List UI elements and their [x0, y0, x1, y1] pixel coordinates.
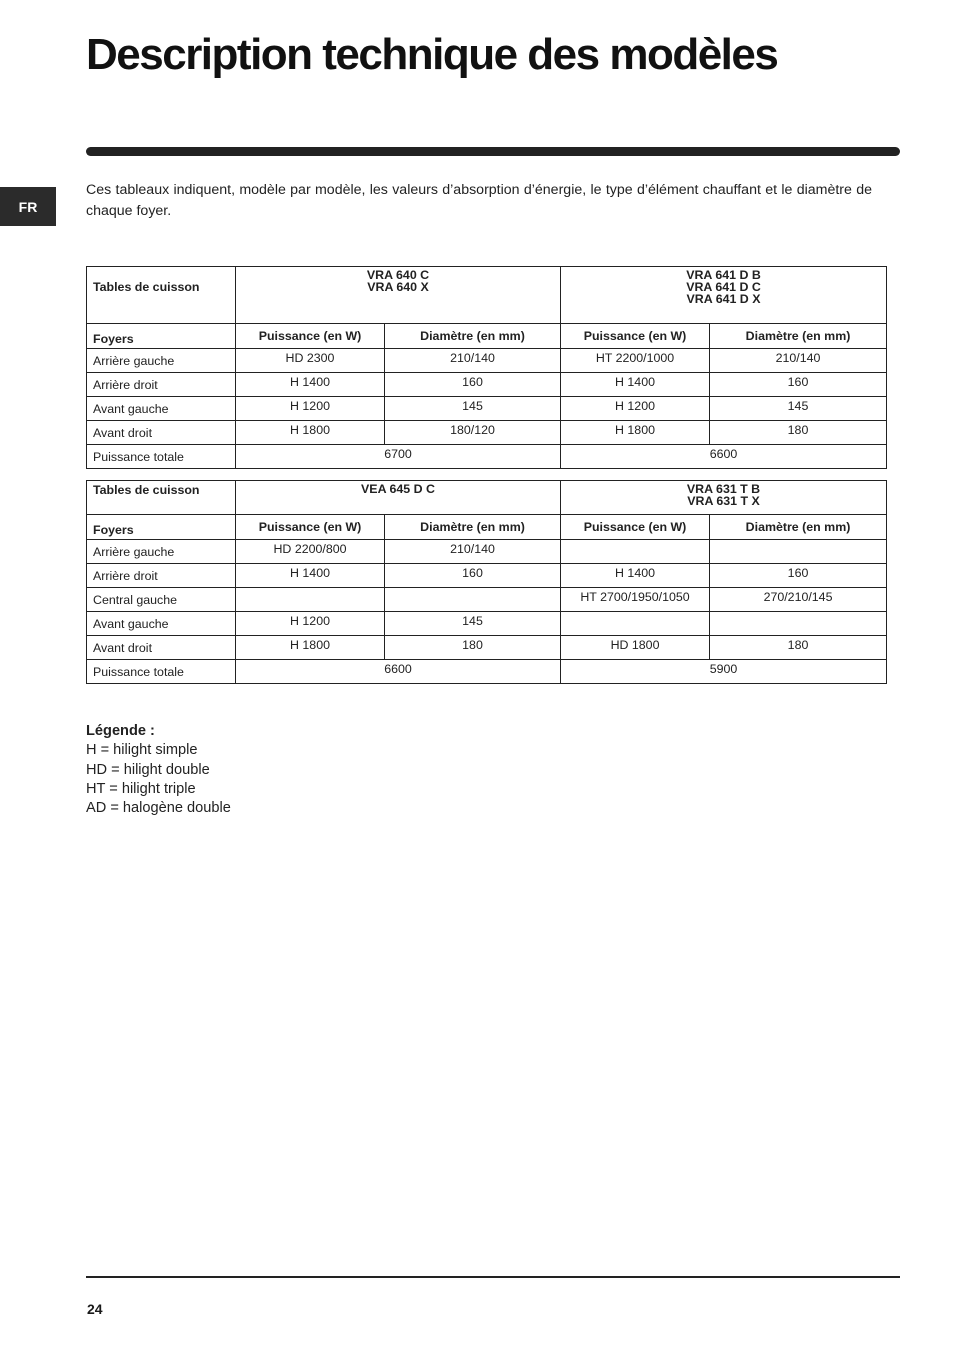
- table-header-label: Tables de cuisson: [87, 481, 236, 515]
- power-cell: H 1400: [561, 373, 710, 397]
- legend-item: HD = hilight double: [86, 761, 210, 778]
- diameter-cell: [385, 588, 561, 612]
- legend-title: Légende :: [86, 723, 155, 739]
- power-cell: H 1800: [236, 636, 385, 660]
- power-cell: H 1200: [236, 612, 385, 636]
- power-cell: HD 1800: [561, 636, 710, 660]
- power-cell: H 1800: [561, 421, 710, 445]
- foyers-header: Foyers: [87, 515, 236, 540]
- total-label: Puissance totale: [87, 660, 236, 684]
- legend-item: H = hilight simple: [86, 742, 198, 759]
- table-row: [87, 612, 887, 636]
- row-label: Central gauche: [87, 588, 236, 612]
- power-cell: HD 2300: [236, 349, 385, 373]
- power-cell: HT 2200/1000: [561, 349, 710, 373]
- row-label: Avant droit: [87, 636, 236, 660]
- diameter-cell: 210/140: [385, 540, 561, 564]
- title-divider: [86, 147, 900, 156]
- model-group-b: [561, 481, 887, 515]
- power-cell: H 1200: [561, 397, 710, 421]
- diameter-cell: 180: [385, 636, 561, 660]
- diameter-column-header: Diamètre (en mm): [710, 324, 887, 349]
- page-number: 24: [87, 1301, 103, 1317]
- model-name: VRA 640 C: [366, 268, 430, 282]
- total-value: 5900: [561, 660, 887, 684]
- diameter-column-header: Diamètre (en mm): [385, 515, 561, 540]
- diameter-cell: 210/140: [710, 349, 887, 373]
- table-row: [87, 349, 887, 373]
- power-cell: [236, 588, 385, 612]
- footer-divider: [86, 1276, 900, 1278]
- diameter-cell: 180: [710, 636, 887, 660]
- diameter-cell: 160: [385, 373, 561, 397]
- language-tab: FR: [0, 187, 56, 226]
- diameter-cell: 180/120: [385, 421, 561, 445]
- table-row: [87, 373, 887, 397]
- table-row: [87, 540, 887, 564]
- row-label: Arrière gauche: [87, 540, 236, 564]
- model-group-a: [236, 267, 561, 324]
- diameter-cell: 270/210/145: [710, 588, 887, 612]
- model-name: VRA 631 T B: [686, 482, 761, 496]
- model-name: VRA 641 D B: [686, 268, 761, 282]
- diameter-cell: 160: [710, 564, 887, 588]
- diameter-cell: 160: [710, 373, 887, 397]
- diameter-column-header: Diamètre (en mm): [710, 515, 887, 540]
- row-label: Avant droit: [87, 421, 236, 445]
- power-cell: H 1400: [561, 564, 710, 588]
- model-name: VEA 645 D C: [361, 482, 435, 496]
- power-cell: HT 2700/1950/1050: [561, 588, 710, 612]
- intro-text: Ces tableaux indiquent, modèle par modèle, les valeurs d’absorption d’énergie, le type d’élément chauffant et le diamètre de chaque foyer.: [86, 182, 872, 219]
- total-value: 6600: [236, 660, 561, 684]
- power-cell: H 1800: [236, 421, 385, 445]
- total-label: Puissance totale: [87, 445, 236, 469]
- row-label: Arrière droit: [87, 564, 236, 588]
- diameter-cell: 145: [710, 397, 887, 421]
- total-value: 6700: [236, 445, 561, 469]
- power-cell: H 1200: [236, 397, 385, 421]
- power-cell: H 1400: [236, 373, 385, 397]
- diameter-column-header: Diamètre (en mm): [385, 324, 561, 349]
- total-row: [87, 445, 887, 469]
- model-group-a: [236, 481, 561, 515]
- legend: [86, 722, 231, 818]
- total-row: [87, 660, 887, 684]
- power-column-header: Puissance (en W): [561, 515, 710, 540]
- table-row: [87, 564, 887, 588]
- model-name: VRA 640 X: [367, 280, 429, 294]
- legend-item: AD = halogène double: [86, 800, 231, 817]
- power-cell: [561, 612, 710, 636]
- model-group-b: [561, 267, 887, 324]
- spec-table-2: [86, 480, 887, 684]
- diameter-cell: 145: [385, 612, 561, 636]
- power-column-header: Puissance (en W): [236, 515, 385, 540]
- legend-item: HT = hilight triple: [86, 780, 196, 797]
- power-cell: [561, 540, 710, 564]
- spec-table-1: [86, 266, 887, 469]
- diameter-cell: 145: [385, 397, 561, 421]
- power-column-header: Puissance (en W): [561, 324, 710, 349]
- power-column-header: Puissance (en W): [236, 324, 385, 349]
- diameter-cell: [710, 540, 887, 564]
- row-label: Arrière gauche: [87, 349, 236, 373]
- row-label: Avant gauche: [87, 612, 236, 636]
- foyers-header: Foyers: [87, 324, 236, 349]
- model-name: VRA 631 T X: [687, 494, 760, 508]
- diameter-cell: 180: [710, 421, 887, 445]
- table-header-label: Tables de cuisson: [87, 267, 236, 324]
- diameter-cell: 160: [385, 564, 561, 588]
- total-value: 6600: [561, 445, 887, 469]
- table-row: [87, 636, 887, 660]
- row-label: Arrière droit: [87, 373, 236, 397]
- row-label: Avant gauche: [87, 397, 236, 421]
- table-row: [87, 397, 887, 421]
- diameter-cell: 210/140: [385, 349, 561, 373]
- power-cell: H 1400: [236, 564, 385, 588]
- model-name: VRA 641 D X: [686, 292, 761, 306]
- diameter-cell: [710, 612, 887, 636]
- table-row: [87, 421, 887, 445]
- model-name: VRA 641 D C: [686, 280, 761, 294]
- power-cell: HD 2200/800: [236, 540, 385, 564]
- table-row: [87, 588, 887, 612]
- page-title: Description technique des modèles: [86, 30, 778, 79]
